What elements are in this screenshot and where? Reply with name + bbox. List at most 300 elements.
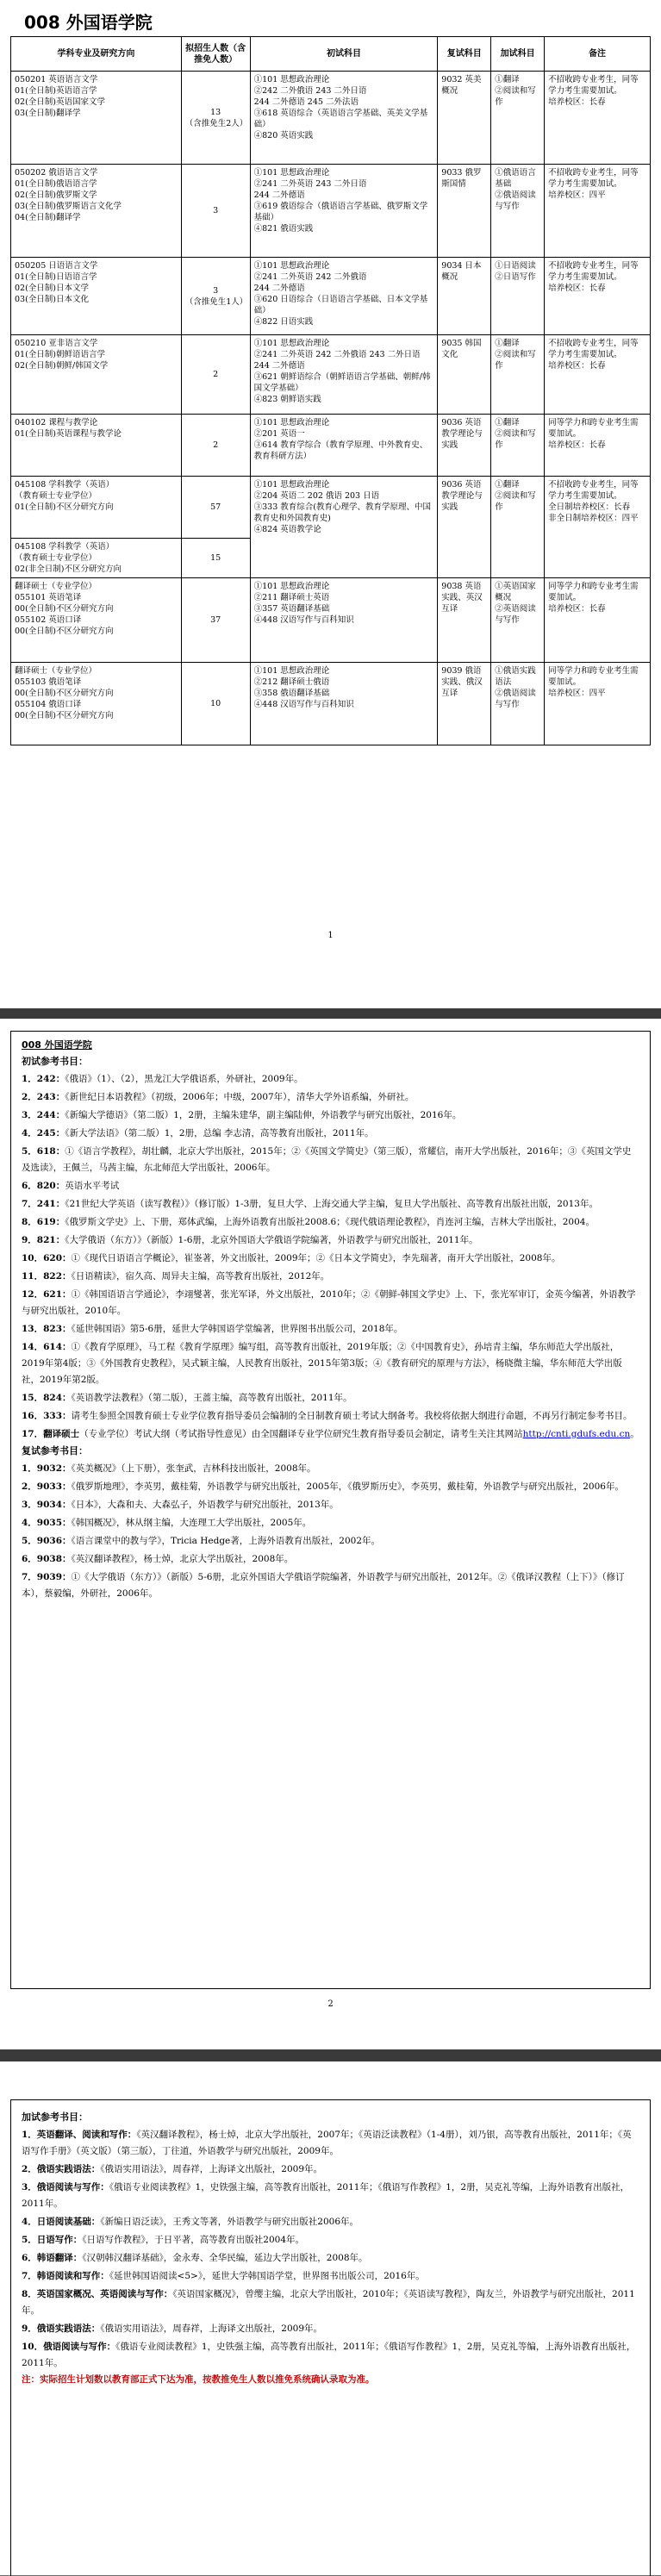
cell-line: 培养校区：长春 — [548, 361, 606, 371]
cell-line: 045108 学科教学（英语） — [15, 542, 115, 552]
reference-text: 《新编大学德语》（第二版）1，2册，主编朱建华，副主编陆伸，外语教学与研究出版社，2016年。 — [65, 1110, 462, 1120]
reference-item — [22, 2321, 639, 2337]
cell-line: 同等学力和跨专业考生需要加试。 — [548, 666, 639, 687]
cell-line: 13 — [210, 107, 221, 117]
reference-item — [22, 1408, 639, 1425]
cell-line: 050202 俄语语言文学 — [15, 168, 98, 178]
cell-line: ①俄语语言基础 — [495, 168, 536, 189]
cell-line: 非全日制培养校区：四平 — [548, 514, 639, 523]
cell-line: （教育硕士专业学位） — [15, 553, 97, 563]
reference-item — [22, 2214, 639, 2230]
cell-line: ②204 英语二 202 俄语 203 日语 — [253, 491, 380, 501]
reference-code: 15．824： — [22, 1393, 72, 1403]
cell-line: ②241 二外英语 243 二外日语 — [253, 179, 367, 189]
cell-line: （含推免生2人） — [184, 118, 248, 128]
reference-text: ①《韩国语语言学通论》，李翊燮著，张光军译，外文出版社，2010年；②《朝鲜-韩国文学史》上、下，张光军审订，金英今编著，外语教学与研究出版社，2010年。 — [22, 1289, 636, 1316]
cell-line: 9039 俄语实践、俄汉互译 — [441, 666, 483, 698]
cell-line: 3 — [213, 285, 219, 296]
reference-code: 1．英语翻译、阅读和写作： — [22, 2130, 137, 2140]
reference-item — [22, 1569, 639, 1602]
cell-line: ②英语阅读与写作 — [495, 604, 536, 625]
cell-line: ②俄语阅读与写作 — [495, 190, 536, 211]
reference-item — [22, 1339, 639, 1388]
cell-line: ④822 日语实践 — [253, 317, 314, 327]
cell-line: 02(全日制)日本文学 — [15, 284, 90, 293]
reference-item — [22, 1533, 639, 1550]
cell-line: 055101 英语笔译 — [15, 593, 82, 602]
reference-item — [22, 1178, 639, 1194]
cell-line: 01(全日制)日语语言学 — [15, 272, 97, 282]
cell-line: 翻译硕士（专业学位） — [15, 666, 97, 676]
enrollment-note: 注：实际招生计划数以教育部正式下达为准，按教推免生人数以推免系统确认录取为准。 — [22, 2374, 375, 2385]
cell-note — [545, 72, 651, 165]
cell-line: 37 — [210, 615, 221, 625]
cell-line: 244 二外德语 245 二外法语 — [253, 97, 359, 107]
cell-line: ①101 思想政治理论 — [253, 480, 330, 490]
cell-major — [11, 335, 182, 415]
reference-text: 英语水平考试 — [65, 1181, 120, 1191]
reference-text: 《日语精读》，宿久高、周异夫主编，高等教育出版社，2012年。 — [71, 1271, 330, 1282]
page-3 — [0, 2061, 661, 2575]
reference-item — [22, 2286, 639, 2319]
cell-line: ③618 英语综合（英语语言学基础、英美文学基础） — [253, 109, 428, 129]
reference-code: 5．9036： — [22, 1536, 72, 1546]
cell-line: 00(全日制)不区分研究方向 — [15, 711, 114, 720]
cell-line: ②阅读和写作 — [495, 429, 536, 450]
cell-line: 00(全日制)不区分研究方向 — [15, 689, 114, 698]
page-1 — [0, 0, 661, 1008]
extra-books-heading: 加试参考书目： — [22, 2111, 88, 2123]
reference-item — [22, 1107, 639, 1124]
cell-line: 01(全日制)朝鲜语语言学 — [15, 350, 106, 359]
cell-line: ④448 汉语写作与百科知识 — [253, 700, 354, 709]
reference-text: 《日本》，大森和夫、大森弘子，外语教学与研究出版社，2013年。 — [71, 1500, 339, 1510]
cell-retest — [438, 477, 491, 578]
cell-line: ②阅读和写作 — [495, 491, 536, 512]
reference-text: 《汉朝韩汉翻译基础》，金永寿、全华民编，延边大学出版社，2008年。 — [82, 2253, 368, 2263]
reference-code: 4．9035： — [22, 1518, 72, 1528]
cell-note — [545, 663, 651, 745]
reference-code: 13．823： — [22, 1324, 72, 1334]
cell-line: 055103 俄语笔译 — [15, 677, 82, 687]
enrollment-table — [10, 36, 651, 745]
cell-line: ③619 俄语综合（俄语语言学基础、俄罗斯文学基础） — [253, 202, 428, 222]
retest-books-list — [22, 1461, 639, 1602]
cell-extra — [491, 663, 545, 745]
header-major: 学科专业及研究方向 — [11, 37, 182, 72]
cell-major — [11, 415, 182, 477]
cell-line: 01(全日制)英语语言学 — [15, 86, 97, 96]
reference-text: 《新大学法语》（第二版）1，2册，总编 李志清，高等教育出版社，2011年。 — [65, 1128, 374, 1138]
cell-line: 03(全日制)俄罗斯语言文化学 — [15, 202, 122, 211]
cell-retest — [438, 663, 491, 745]
reference-text: 《俄罗斯地理》，李英男，戴桂菊，外语教学与研究出版社，2005年，《俄罗斯历史》，李英男，戴桂菊，外语教学与研究出版社，2006年。 — [71, 1481, 624, 1492]
reference-item — [22, 1214, 639, 1231]
cell-line: ④823 朝鲜语实践 — [253, 395, 321, 404]
cell-major — [11, 258, 182, 335]
reference-text: 《俄罗斯文学史》上、下册，郑体武编，上海外语教育出版社2008.6；《现代俄语理论教程》，肖连河主编，吉林大学出版社，2004。 — [65, 1217, 595, 1227]
table-row — [11, 663, 651, 745]
page-separator — [0, 2049, 661, 2061]
reference-item — [22, 1089, 639, 1106]
cell-line: 050201 英语语言文学 — [15, 75, 98, 84]
cell-line: 全日制培养校区：长春 — [548, 502, 631, 512]
cell-line: 培养校区：长春 — [548, 284, 606, 293]
reference-item — [22, 1479, 639, 1495]
reference-code: 2．俄语实践语法： — [22, 2164, 101, 2174]
cell-line: 同等学力和跨专业考生需要加试。 — [548, 582, 639, 602]
reference-code: 10．俄语阅读与写作： — [22, 2342, 116, 2352]
cell-note — [545, 165, 651, 258]
reference-item — [22, 1515, 639, 1531]
cell-extra — [491, 578, 545, 663]
cell-line: （教育硕士专业学位） — [15, 491, 97, 501]
reference-text: 《英美概况》（上下册），张奎武，吉林科技出版社，2008年。 — [71, 1463, 316, 1474]
reference-item — [22, 1321, 639, 1338]
reference-text: ①《大学俄语（东方）》（新版）5-6册，北京外国语大学俄语学院编著，外语教学与研究出版社，2012年。②《俄译汉教程（上下）》（修订本），蔡毅编，外研社，2006年。 — [22, 1572, 625, 1599]
reference-item — [22, 2268, 639, 2285]
header-count: 拟招生人数（含推免人数） — [181, 37, 250, 72]
cell-line: 9032 英美概况 — [441, 75, 482, 96]
cell-major — [11, 72, 182, 165]
reference-code: 6．韩语翻译： — [22, 2253, 83, 2263]
cell-line: 02(非全日制)不区分研究方向 — [15, 564, 122, 574]
cell-note — [545, 335, 651, 415]
header-extra: 加试科目 — [491, 37, 545, 72]
cell-exam — [250, 258, 438, 335]
cell-line: ①101 思想政治理论 — [253, 75, 330, 84]
reference-item — [22, 1287, 639, 1319]
cell-exam — [250, 578, 438, 663]
cell-line: 10 — [210, 699, 221, 708]
reference-text: 《俄语实用语法》，周春祥，上海译文出版社，2009年。 — [100, 2323, 323, 2334]
cell-note — [545, 258, 651, 335]
cell-line: ④824 英语教学论 — [253, 525, 321, 534]
cell-count — [181, 258, 250, 335]
cell-line: ①翻译 — [495, 418, 520, 427]
reference-text: 《英语国家概况》，曾缨主编，北京大学出版社，2010年；《英语读写教程》，陶友兰，外语教学与研究出版社，2011年。 — [22, 2289, 635, 2316]
cell-line: 00(全日制)不区分研究方向 — [15, 604, 114, 614]
cell-line: 04(全日制)翻译学 — [15, 213, 81, 222]
reference-item — [22, 1461, 639, 1477]
cell-exam — [250, 165, 438, 258]
table-row — [11, 578, 651, 663]
reference-item — [22, 1126, 639, 1142]
reference-code: 7．241： — [22, 1199, 65, 1209]
cell-count — [181, 539, 250, 578]
cell-count — [181, 578, 250, 663]
cell-line: ②阅读和写作 — [495, 86, 536, 107]
cell-line: 不招收跨专业考生，同等学力考生需要加试。 — [548, 168, 639, 189]
cell-line: 03(全日制)翻译学 — [15, 109, 81, 118]
cell-line: ②日语写作 — [495, 272, 536, 282]
cell-major — [11, 477, 182, 539]
reference-item — [22, 1144, 639, 1176]
reference-item — [22, 1232, 639, 1249]
reference-box — [10, 1031, 651, 1989]
cell-line: ③333 教育综合(教育心理学、教育学原理、中国教育史和外国教育史) — [253, 502, 431, 523]
reference-code: 7．韩语阅读和写作： — [22, 2271, 109, 2281]
cell-line: ④820 英语实践 — [253, 131, 314, 140]
reference-item — [22, 2180, 639, 2212]
link-tail: 。 — [630, 1429, 639, 1439]
cell-retest — [438, 335, 491, 415]
reference-code: 4．日语阅读基础： — [22, 2217, 101, 2227]
reference-code: 2．243： — [22, 1092, 65, 1102]
cell-line: 02(全日制)英语国家文学 — [15, 97, 106, 107]
cell-line: 9036 英语教学理论与实践 — [441, 480, 483, 512]
cell-extra — [491, 335, 545, 415]
cell-line: 57 — [210, 502, 221, 512]
section-heading: 008 外国语学院 — [22, 1039, 92, 1051]
reference-code: 3．9034： — [22, 1500, 72, 1510]
cell-line: 不招收跨专业考生，同等学力考生需要加试。 — [548, 339, 639, 359]
reference-text: 《大学俄语（东方）》（新版）1-6册，北京外国语大学俄语学院编著，外语教学与研究出版社，2011年。 — [65, 1235, 478, 1245]
cell-line: 9033 俄罗斯国情 — [441, 168, 482, 189]
table-header-row — [11, 37, 651, 72]
cell-line: ④448 汉语写作与百科知识 — [253, 615, 354, 625]
cell-line: ①101 思想政治理论 — [253, 339, 330, 348]
table-row — [11, 258, 651, 335]
reference-text: 《延世韩国语阅读<5>》，延世大学韩国语学堂，世界图书出版公司，2016年。 — [109, 2271, 425, 2281]
cell-line: ②212 翻译硕士俄语 — [253, 677, 330, 687]
reference-text: 《俄语专业阅读教程》1，史铁强主编，高等教育出版社，2011年；《俄语写作教程》1，2册，吴克礼等编，上海外语教育出版社，2011年。 — [22, 2182, 630, 2209]
cell-line: 02(全日制)朝鲜/韩国文学 — [15, 361, 109, 371]
reference-text: 《俄语实用语法》，周春祥，上海译文出版社，2009年。 — [100, 2164, 323, 2174]
cell-line: ②242 二外俄语 243 二外日语 — [253, 86, 367, 96]
cell-line: 03(全日制)日本文化 — [15, 295, 90, 304]
reference-code: 8．英语国家概况、英语阅读与写作： — [22, 2289, 173, 2299]
cell-line: 培养校区：长春 — [548, 440, 606, 450]
reference-text: 《英汉翻译教程》，杨士焯，北京大学出版社，2007年；《英语泛读教程》（1-4册），刘乃银，高等教育出版社，2011年；《英语写作手册》（英文版）（第三版），丁往道，外语教学与研究出版社，2009年。 — [22, 2130, 632, 2156]
reference-text: 《21世纪大学英语（读写教程）》（修订版）1-3册，复旦大学、上海交通大学主编，复旦大学出版社、高等教育出版社出版，2013年。 — [65, 1199, 598, 1209]
reference-item — [22, 1551, 639, 1568]
reference-code: 14．614： — [22, 1342, 72, 1352]
reference-code: 3．俄语阅读与写作： — [22, 2182, 109, 2192]
cell-extra — [491, 477, 545, 578]
reference-code: 9．821： — [22, 1235, 65, 1245]
cell-line: ②阅读和写作 — [495, 350, 536, 371]
cell-note — [545, 578, 651, 663]
reference-code: 11．822： — [22, 1271, 72, 1282]
cell-count — [181, 663, 250, 745]
reference-code: 16．333： — [22, 1411, 72, 1421]
cell-line: 培养校区：四平 — [548, 190, 606, 200]
header-exam: 初试科目 — [250, 37, 438, 72]
reference-item — [22, 1426, 639, 1443]
cell-retest — [438, 72, 491, 165]
reference-text: 《语言课堂中的教与学》，Tricia Hedge著，上海外语教育出版社，2002年。 — [71, 1536, 380, 1546]
cell-retest — [438, 165, 491, 258]
cell-line: ③620 日语综合（日语语言学基础、日本文学基础） — [253, 295, 428, 315]
cell-line: ②211 翻译硕士英语 — [253, 593, 330, 602]
cell-line: 培养校区：长春 — [548, 97, 606, 107]
table-row — [11, 415, 651, 477]
cell-line: 不招收跨专业考生，同等学力考生需要加试。 — [548, 261, 639, 282]
cell-extra — [491, 165, 545, 258]
cell-extra — [491, 72, 545, 165]
cell-exam — [250, 415, 438, 477]
reference-text: ①《教育学原理》，马工程《教育学原理》编写组，高等教育出版社，2019年版；②《中国教育史》，孙培青主编，华东师范大学出版社，2019年第4版；③《外国教育史教程》，吴式颖主编，人民教育出版社，2015年第3版；④《教育研究的原理与方法》，杨晓微主编，华东师范大学出版社，2019年第2版。 — [22, 1342, 622, 1385]
cell-line: ③614 教育学综合（教育学原理、中外教育史、教育科研方法） — [253, 440, 428, 461]
reference-text: （专业学位）考试大纲（考试指导性意见）由全国翻译专业学位研究生教育指导委员会制定，请考生关注其网站 — [79, 1429, 523, 1439]
reference-code: 1．242： — [22, 1074, 65, 1084]
cell-note — [545, 415, 651, 477]
reference-text: 《俄语专业阅读教程》1，史铁强主编，高等教育出版社，2011年；《俄语写作教程》1，2册，吴克礼等编，上海外语教育出版社，2011年。 — [22, 2342, 636, 2368]
cell-line: ③357 英语翻译基础 — [253, 604, 330, 614]
cell-line: ①101 思想政治理论 — [253, 418, 330, 427]
reference-code: 12．621： — [22, 1289, 72, 1300]
cell-line: 045108 学科教学（英语） — [15, 480, 115, 490]
reference-code: 7．9039： — [22, 1572, 72, 1582]
cell-line: 01(全日制)不区分研究方向 — [15, 502, 114, 512]
cell-retest — [438, 415, 491, 477]
cell-line: 00(全日制)不区分研究方向 — [15, 627, 114, 636]
cell-exam — [250, 663, 438, 745]
cell-line: ④821 俄语实践 — [253, 224, 314, 234]
cell-line: 244 二外德语 — [253, 190, 305, 200]
reference-code: 3．244： — [22, 1110, 65, 1120]
reference-code: 8．619： — [22, 1217, 65, 1227]
reference-item — [22, 1251, 639, 1267]
cell-line: 不招收跨专业考生，同等学力考生需要加试。 — [548, 480, 639, 501]
page-2 — [0, 1019, 661, 2049]
cell-line: 055102 英语口译 — [15, 615, 82, 625]
cell-major — [11, 663, 182, 745]
initial-books-heading: 初试参考书目： — [22, 1056, 88, 1067]
cell-line: 培养校区：长春 — [548, 604, 606, 614]
cell-extra — [491, 415, 545, 477]
reference-code: 6．820： — [22, 1181, 65, 1191]
reference-code: 5．618： — [22, 1146, 65, 1157]
initial-books-list — [22, 1071, 639, 1443]
cell-major — [11, 165, 182, 258]
reference-code: 5．日语写作： — [22, 2235, 83, 2245]
cell-line: 055104 俄语口译 — [15, 700, 82, 709]
reference-item — [22, 1071, 639, 1088]
cell-line: ①翻译 — [495, 480, 520, 490]
cell-line: 翻译硕士（专业学位） — [15, 582, 97, 591]
cell-line: 050205 日语语言文学 — [15, 261, 98, 271]
reference-text: ①《语言学教程》，胡壮麟，北京大学出版社，2015年；②《英国文学简史》（第三版），常耀信，南开大学出版社，2016年；③《英国文学史及选读》，王佩兰，马茜主编，东北师范大学出版社，2006年。 — [22, 1146, 632, 1173]
header-note: 备注 — [545, 37, 651, 72]
cell-line: ②201 英语一 — [253, 429, 305, 439]
cell-exam — [250, 72, 438, 165]
cell-count — [181, 335, 250, 415]
cell-line: ②241 二外英语 242 二外俄语 — [253, 272, 367, 282]
page-separator — [0, 1008, 661, 1019]
extra-books-list — [22, 2127, 639, 2372]
cell-line: ①俄语实践语法 — [495, 666, 536, 687]
cell-line: 01(全日制)俄语语言学 — [15, 179, 97, 189]
cell-count — [181, 72, 250, 165]
cell-exam — [250, 477, 438, 578]
cell-line: 01(全日制)英语课程与教学论 — [15, 429, 122, 439]
cell-line: ②俄语阅读与写作 — [495, 689, 536, 709]
cell-line: ①101 思想政治理论 — [253, 261, 330, 271]
cell-major — [11, 539, 182, 578]
cell-line: 2 — [213, 370, 219, 379]
cell-count — [181, 415, 250, 477]
reference-code: 2．9033： — [22, 1481, 72, 1492]
cell-line: 9038 英语实践、英汉互译 — [441, 582, 483, 614]
department-title: 008 外国语学院 — [24, 12, 153, 33]
reference-item — [22, 1497, 639, 1513]
cell-line: ①日语阅读 — [495, 261, 536, 271]
reference-text: 《新编日语泛读》，王秀文等著，外语教学与研究出版社2006年。 — [100, 2217, 359, 2227]
cell-count — [181, 477, 250, 539]
reference-item — [22, 1196, 639, 1213]
cell-line: ①翻译 — [495, 339, 520, 348]
page-number: 2 — [327, 1999, 334, 2009]
reference-code: 6．9038： — [22, 1554, 72, 1564]
cell-line: 050210 亚非语言文学 — [15, 339, 98, 348]
table-row — [11, 72, 651, 165]
reference-code: 1．9032： — [22, 1463, 72, 1474]
reference-item — [22, 2232, 639, 2249]
reference-text: 《英语教学法教程》（第二版），王蔷主编，高等教育出版社，2011年。 — [71, 1393, 352, 1403]
cell-line: 3 — [213, 206, 219, 215]
cell-exam — [250, 335, 438, 415]
reference-item — [22, 2339, 639, 2372]
reference-item — [22, 2127, 639, 2160]
cell-line: （含推免生1人） — [184, 296, 248, 307]
reference-item — [22, 1390, 639, 1407]
page-number: 1 — [327, 931, 334, 940]
extra-reference-box — [10, 2099, 651, 2576]
cell-retest — [438, 258, 491, 335]
cell-line: 9036 英语教学理论与实践 — [441, 418, 483, 450]
cell-line: 15 — [210, 553, 221, 563]
reference-text: 《俄语》（1）、（2），黑龙江大学俄语系，外研社，2009年。 — [65, 1074, 303, 1084]
cell-line: 040102 课程与教学论 — [15, 418, 98, 427]
cell-line: 培养校区：四平 — [548, 689, 606, 698]
cell-line: ①101 思想政治理论 — [253, 666, 330, 676]
cell-line: ②241 二外英语 242 二外俄语 243 二外日语 244 二外德语 — [253, 350, 421, 371]
cell-line: ①101 思想政治理论 — [253, 582, 330, 591]
reference-item — [22, 1269, 639, 1285]
reference-text: 《韩国概况》，林从纲主编，大连理工大学出版社，2005年。 — [71, 1518, 312, 1528]
header-retest: 复试科目 — [438, 37, 491, 72]
table-row — [11, 165, 651, 258]
cell-line: 不招收跨专业考生，同等学力考生需要加试。 — [548, 75, 639, 96]
cell-line: 同等学力和跨专业考生需要加试。 — [548, 418, 639, 439]
cell-extra — [491, 258, 545, 335]
cell-line: 244 二外德语 — [253, 284, 305, 293]
cell-line: ①翻译 — [495, 75, 520, 84]
cell-line: ①101 思想政治理论 — [253, 168, 330, 178]
reference-code: 9．俄语实践语法： — [22, 2323, 101, 2334]
cell-line: ①英语国家概况 — [495, 582, 536, 602]
reference-code: 10．620： — [22, 1253, 72, 1263]
reference-text: 《英汉翻译教程》，杨士焯，北京大学出版社，2008年。 — [71, 1554, 294, 1564]
cell-count — [181, 165, 250, 258]
cell-major — [11, 578, 182, 663]
table-row — [11, 335, 651, 415]
cell-line: 9035 韩国文化 — [441, 339, 482, 359]
reference-text: 《日语写作教程》，于日平著，高等教育出版社2004年。 — [82, 2235, 305, 2245]
retest-books-heading: 复试参考书目： — [22, 1445, 88, 1456]
reference-text: ①《现代日语语言学概论》，崔崟著，外文出版社，2009年；②《日本文学简史》，李先瑞著，南开大学出版社，2008年。 — [71, 1253, 561, 1263]
cnti-website-link[interactable]: http://cnti.gdufs.edu.cn — [522, 1429, 631, 1439]
reference-text: 《新世纪日本语教程》（初级，2006年；中级，2007年），清华大学外语系编，外研社。 — [65, 1092, 415, 1102]
cell-line: 2 — [213, 440, 219, 450]
cell-retest — [438, 578, 491, 663]
reference-code: 4．245： — [22, 1128, 65, 1138]
reference-text: 《延世韩国语》第5-6册，延世大学韩国语学堂编著，世界图书出版公司，2018年。 — [71, 1324, 403, 1334]
cell-note — [545, 477, 651, 578]
cell-line: 9034 日本概况 — [441, 261, 482, 282]
